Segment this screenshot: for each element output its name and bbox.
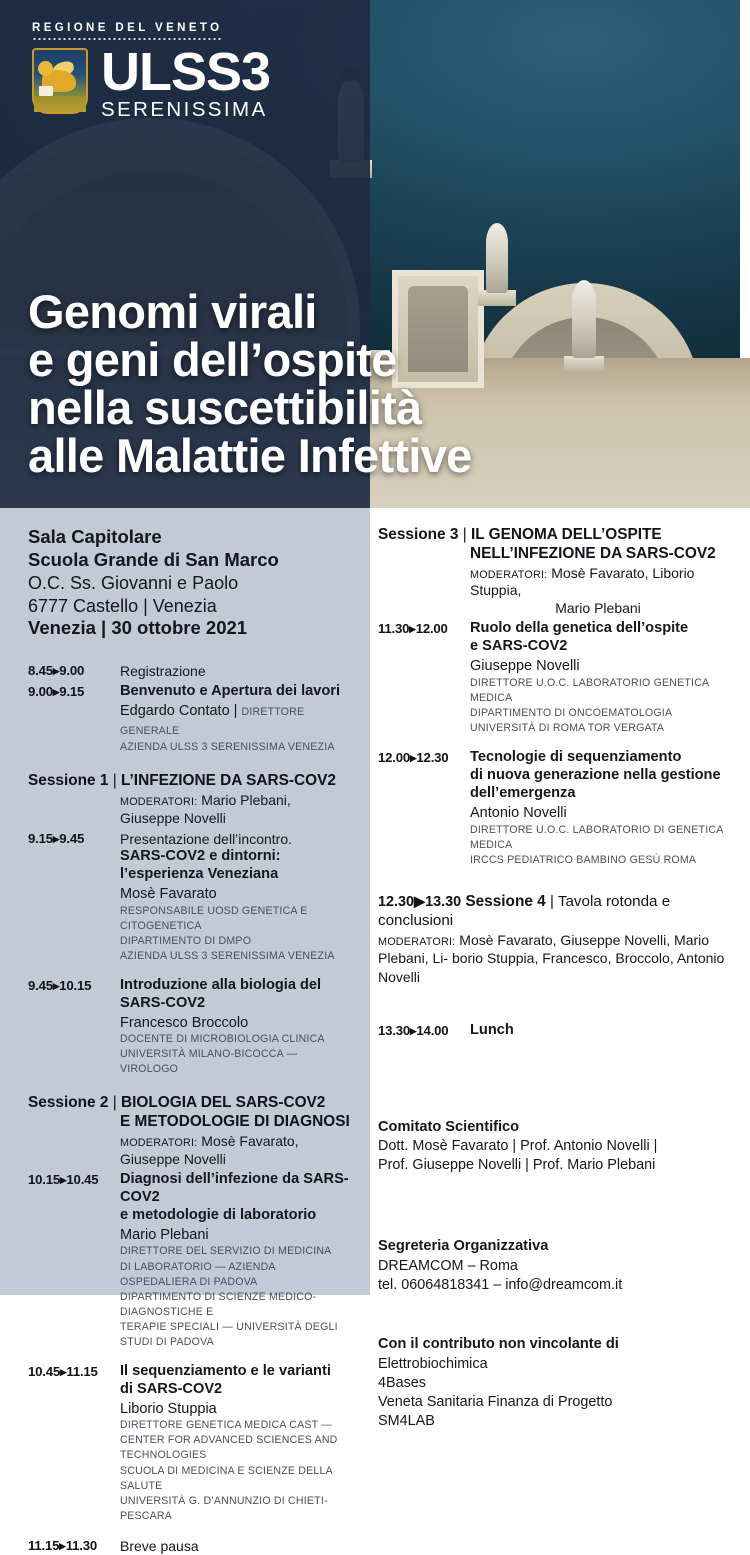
spacer <box>378 871 726 888</box>
regione-del-veneto-label: REGIONE DEL VENETO <box>32 22 223 34</box>
title-line-2: e geni dell’ospite <box>28 332 397 386</box>
session-bar: | <box>108 1094 121 1112</box>
comitato-line-1: Dott. Mosè Favarato | Prof. Antonio Novelli | <box>378 1137 658 1154</box>
right-column <box>370 508 740 1430</box>
spacer <box>28 1527 354 1537</box>
session-moderators <box>28 792 354 828</box>
spacer <box>378 1043 726 1101</box>
agenda-intro: Presentazione dell’incontro. <box>120 830 292 847</box>
moderators-key: MODERATORI: <box>120 795 198 808</box>
segreteria-contact[interactable]: tel. 06064818341 – info@dreamcom.it <box>378 1277 623 1294</box>
agenda-affiliation: CENTER FOR ADVANCED SCIENCES AND TECHNOLOGIES <box>120 1434 338 1462</box>
agenda-title-line-1: Tecnologie di sequenziamento <box>470 749 682 766</box>
agenda-row <box>28 977 354 1078</box>
session-title <box>378 526 726 545</box>
session-label: Sessione 1 <box>28 772 109 789</box>
session-header-3 <box>378 526 726 618</box>
sponsor-line-3: Veneta Sanitaria Finanza di Progetto <box>378 1394 613 1411</box>
session-header-1 <box>28 772 354 828</box>
ulss3-logo <box>32 22 270 120</box>
agenda-row <box>28 683 354 755</box>
agenda-affiliation: UNIVERSITÀ DI ROMA TOR VERGATA <box>470 722 665 735</box>
agenda-title-line-1: Ruolo della genetica dell’ospite <box>470 620 689 637</box>
spacer <box>28 967 354 977</box>
agenda-time: 11.15▸11.30 <box>28 1537 97 1553</box>
session-moderators <box>28 1133 354 1169</box>
session-moderators <box>378 931 726 986</box>
program-content <box>0 508 740 1554</box>
agenda-speaker: Francesco Broccolo <box>120 1014 249 1031</box>
venue-line-4: 6777 Castello | Venezia <box>28 595 217 616</box>
rooftop-statue-icon <box>486 223 508 293</box>
agenda-title-line-1: Diagnosi dell’infezione da SARS-COV2 <box>120 1170 349 1205</box>
rooftop-statue-icon <box>572 280 596 358</box>
session-name-line-1: IL GENOMA DELL’OSPITE <box>470 526 662 543</box>
moderators-key: MODERATORI: <box>378 936 456 949</box>
venue-line-1: Sala Capitolare <box>28 526 162 547</box>
logo-brand-subtitle: SERENISSIMA <box>101 97 268 121</box>
agenda-time: 8.45▸9.00 <box>28 663 85 679</box>
agenda-row <box>28 830 354 964</box>
agenda-affiliation: UNIVERSITÀ G. D’ANNUNZIO DI CHIETI-PESCARA <box>120 1494 328 1522</box>
segreteria-line-1: DREAMCOM – Roma <box>378 1257 518 1274</box>
session-name: L’INFEZIONE DA SARS-COV2 <box>120 772 336 789</box>
agenda-title-line-2: di nuova generazione nella gestione <box>470 767 721 784</box>
sponsor-block <box>378 1335 726 1431</box>
moderators-names: Mario Plebani, Giuseppe Novelli <box>120 791 291 826</box>
statue-pedestal <box>564 356 604 372</box>
logo-brand-name: ULSS3 <box>101 42 271 102</box>
moderators-key: MODERATORI: <box>120 1137 198 1149</box>
session-label: Sessione 4 <box>465 892 546 910</box>
segreteria-heading: Segreteria Organizzativa <box>378 1238 549 1255</box>
comitato-scientifico-block <box>378 1118 726 1176</box>
agenda-title: Introduzione alla biologia del SARS-COV2 <box>120 976 322 1011</box>
agenda-speaker: Giuseppe Novelli <box>470 658 580 675</box>
agenda-affiliation: DIRETTORE GENETICA MEDICA CAST — <box>120 1419 333 1432</box>
agenda-title-line-2: di SARS-COV2 <box>120 1380 223 1397</box>
spacer <box>378 1101 726 1118</box>
segreteria-organizzativa-block <box>378 1237 726 1295</box>
moderators-names-line-1: Mosè Favarato, Liborio Stuppia, <box>470 564 695 599</box>
agenda-title: Breve pausa <box>120 1537 199 1554</box>
moderators-names-line-1: Mosè Favarato, Giuseppe Novelli, Mario Plebani, Li- <box>378 932 710 967</box>
agenda-title-line-2: e SARS-COV2 <box>470 638 568 655</box>
agenda-row <box>28 1363 354 1524</box>
agenda-row <box>378 1022 726 1040</box>
session-title <box>28 1094 354 1113</box>
comitato-line-2: Prof. Giuseppe Novelli | Prof. Mario Plebani <box>378 1157 656 1174</box>
agenda-affiliation: SCUOLA DI MEDICINA E SCIENZE DELLA SALUTE <box>120 1464 333 1492</box>
session-header-4 <box>378 892 726 986</box>
sponsor-line-2: 4Bases <box>378 1374 426 1391</box>
venue-line-2: Scuola Grande di San Marco <box>28 548 279 570</box>
session-name: Tavola rotonda e conclusioni <box>378 892 671 930</box>
agenda-title-line-3: dell’emergenza <box>470 785 576 801</box>
agenda-time: 12.00▸12.30 <box>378 750 449 766</box>
session-bar: | <box>458 526 471 543</box>
session-moderators <box>378 565 726 619</box>
agenda-time: 10.15▸10.45 <box>28 1171 99 1187</box>
sponsor-heading: Con il contributo non vincolante di <box>378 1336 619 1353</box>
sponsor-line-1: Elettrobiochimica <box>378 1355 488 1372</box>
agenda-affiliation: TERAPIE SPECIALI — UNIVERSITÀ DEGLI STUDI DI PADOVA <box>120 1320 338 1348</box>
agenda-speaker <box>120 702 354 740</box>
agenda-affiliation: DIPARTIMENTO DI ONCOEMATOLOGIA <box>470 707 673 720</box>
spacer <box>28 1353 354 1363</box>
session-bar: | <box>545 892 558 910</box>
agenda-time: 9.45▸10.15 <box>28 977 92 993</box>
agenda-title: Benvenuto e Apertura dei lavori <box>120 683 341 700</box>
title-line-1: Genomi virali <box>28 285 317 338</box>
dotted-divider <box>32 38 222 40</box>
agenda-title: Lunch <box>470 1021 514 1038</box>
session-title <box>28 772 354 791</box>
session-name-line-2: E METODOLOGIE DI DIAGNOSI <box>120 1113 350 1131</box>
moderators-names: Mosè Favarato, Giuseppe Novelli <box>120 1133 299 1167</box>
agenda-row <box>28 1537 354 1555</box>
agenda-row <box>28 1171 354 1350</box>
agenda-time: 11.30▸12.00 <box>378 621 448 637</box>
speaker-role: DIRETTORE GENERALE <box>120 706 305 738</box>
agenda-row <box>28 662 354 680</box>
agenda-speaker: Mosè Favarato <box>120 885 217 902</box>
session-label: Sessione 3 <box>378 526 459 543</box>
agenda-time: 9.00▸9.15 <box>28 684 85 700</box>
comitato-heading: Comitato Scientifico <box>378 1118 520 1135</box>
agenda-title-line-1: Il sequenziamento e le varianti <box>120 1362 331 1379</box>
poster-title <box>28 285 472 482</box>
agenda-affiliation: DIRETTORE DEL SERVIZIO DI MEDICINA <box>120 1245 332 1258</box>
agenda-title: Registrazione <box>120 663 206 680</box>
moderators-names-line-2: borio Stuppia, Francesco, Broccolo, Antonio Novelli <box>378 950 725 985</box>
speaker-separator: | <box>233 703 242 720</box>
session-name-line-1: BIOLOGIA DEL SARS-COV2 <box>120 1094 326 1112</box>
agenda-affiliation: DIPARTIMENTO DI DMPO <box>120 934 252 947</box>
session-bar: | <box>108 772 121 789</box>
agenda-title-line-1: SARS-COV2 e dintorni: <box>120 847 281 864</box>
agenda-affiliation: AZIENDA ULSS 3 SERENISSIMA VENEZIA <box>120 740 335 753</box>
spacer <box>378 1299 726 1335</box>
crest-ground <box>34 96 86 112</box>
moderators-names-line-2: Mario Plebani <box>555 600 641 617</box>
title-line-4: alle Malattie Infettive <box>28 428 472 482</box>
agenda-affiliation: DIRETTORE U.O.C. LABORATORIO DI GENETICA MEDICA <box>470 823 723 851</box>
agenda-row <box>378 620 726 736</box>
agenda-affiliation: DOCENTE DI MICROBIOLOGIA CLINICA <box>120 1033 325 1046</box>
lion-book-icon <box>39 86 53 96</box>
agenda-time: 9.15▸9.45 <box>28 830 85 846</box>
agenda-title-line-2: l’esperienza Veneziana <box>120 865 279 882</box>
agenda-speaker: Mario Plebani <box>120 1226 209 1243</box>
veneto-winged-lion-crest-icon <box>32 48 88 114</box>
session-label: Sessione 2 <box>28 1094 109 1112</box>
speaker-name: Edgardo Contato <box>120 703 230 720</box>
session-name-line-2: NELL’INFEZIONE DA SARS-COV2 <box>470 544 716 562</box>
agenda-time: 13.30▸14.00 <box>378 1022 449 1038</box>
session-header-2 <box>28 1094 354 1168</box>
agenda-affiliation: DI LABORATORIO — AZIENDA OSPEDALIERA DI PADOVA <box>120 1260 276 1288</box>
venue-block <box>28 526 354 640</box>
agenda-affiliation: DIRETTORE U.O.C. LABORATORIO GENETICA MEDICA <box>470 677 709 705</box>
session-time: 12.30▶13.30 <box>378 893 462 910</box>
title-line-3: nella suscettibilità <box>28 380 422 434</box>
venue-line-3: O.C. Ss. Giovanni e Paolo <box>28 572 239 593</box>
spacer <box>378 1179 726 1237</box>
sponsor-line-4: SM4LAB <box>378 1413 435 1430</box>
agenda-affiliation: RESPONSABILE UOSD GENETICA E CITOGENETICA <box>120 904 308 932</box>
left-column <box>0 508 370 1554</box>
session-title <box>378 892 726 930</box>
agenda-affiliation: AZIENDA ULSS 3 SERENISSIMA VENEZIA <box>120 949 335 962</box>
agenda-time: 10.45▸11.15 <box>28 1363 98 1379</box>
agenda-speaker: Liborio Stuppia <box>120 1400 217 1417</box>
spacer <box>378 986 726 1022</box>
agenda-speaker: Antonio Novelli <box>470 804 567 821</box>
agenda-affiliation: DIPARTIMENTO DI SCIENZE MEDICO-DIAGNOSTICHE E <box>120 1290 317 1318</box>
agenda-row <box>378 749 726 868</box>
agenda-affiliation: UNIVERSITÀ MILANO-BICOCCA — VIROLOGO <box>120 1048 298 1076</box>
venue-date: Venezia | 30 ottobre 2021 <box>28 617 248 639</box>
moderators-key: MODERATORI: <box>470 568 548 581</box>
spacer <box>378 739 726 749</box>
agenda-title-line-2: e metodologie di laboratorio <box>120 1206 317 1223</box>
agenda-affiliation: IRCCS PEDIATRICO BAMBINO GESÙ ROMA <box>470 853 697 866</box>
